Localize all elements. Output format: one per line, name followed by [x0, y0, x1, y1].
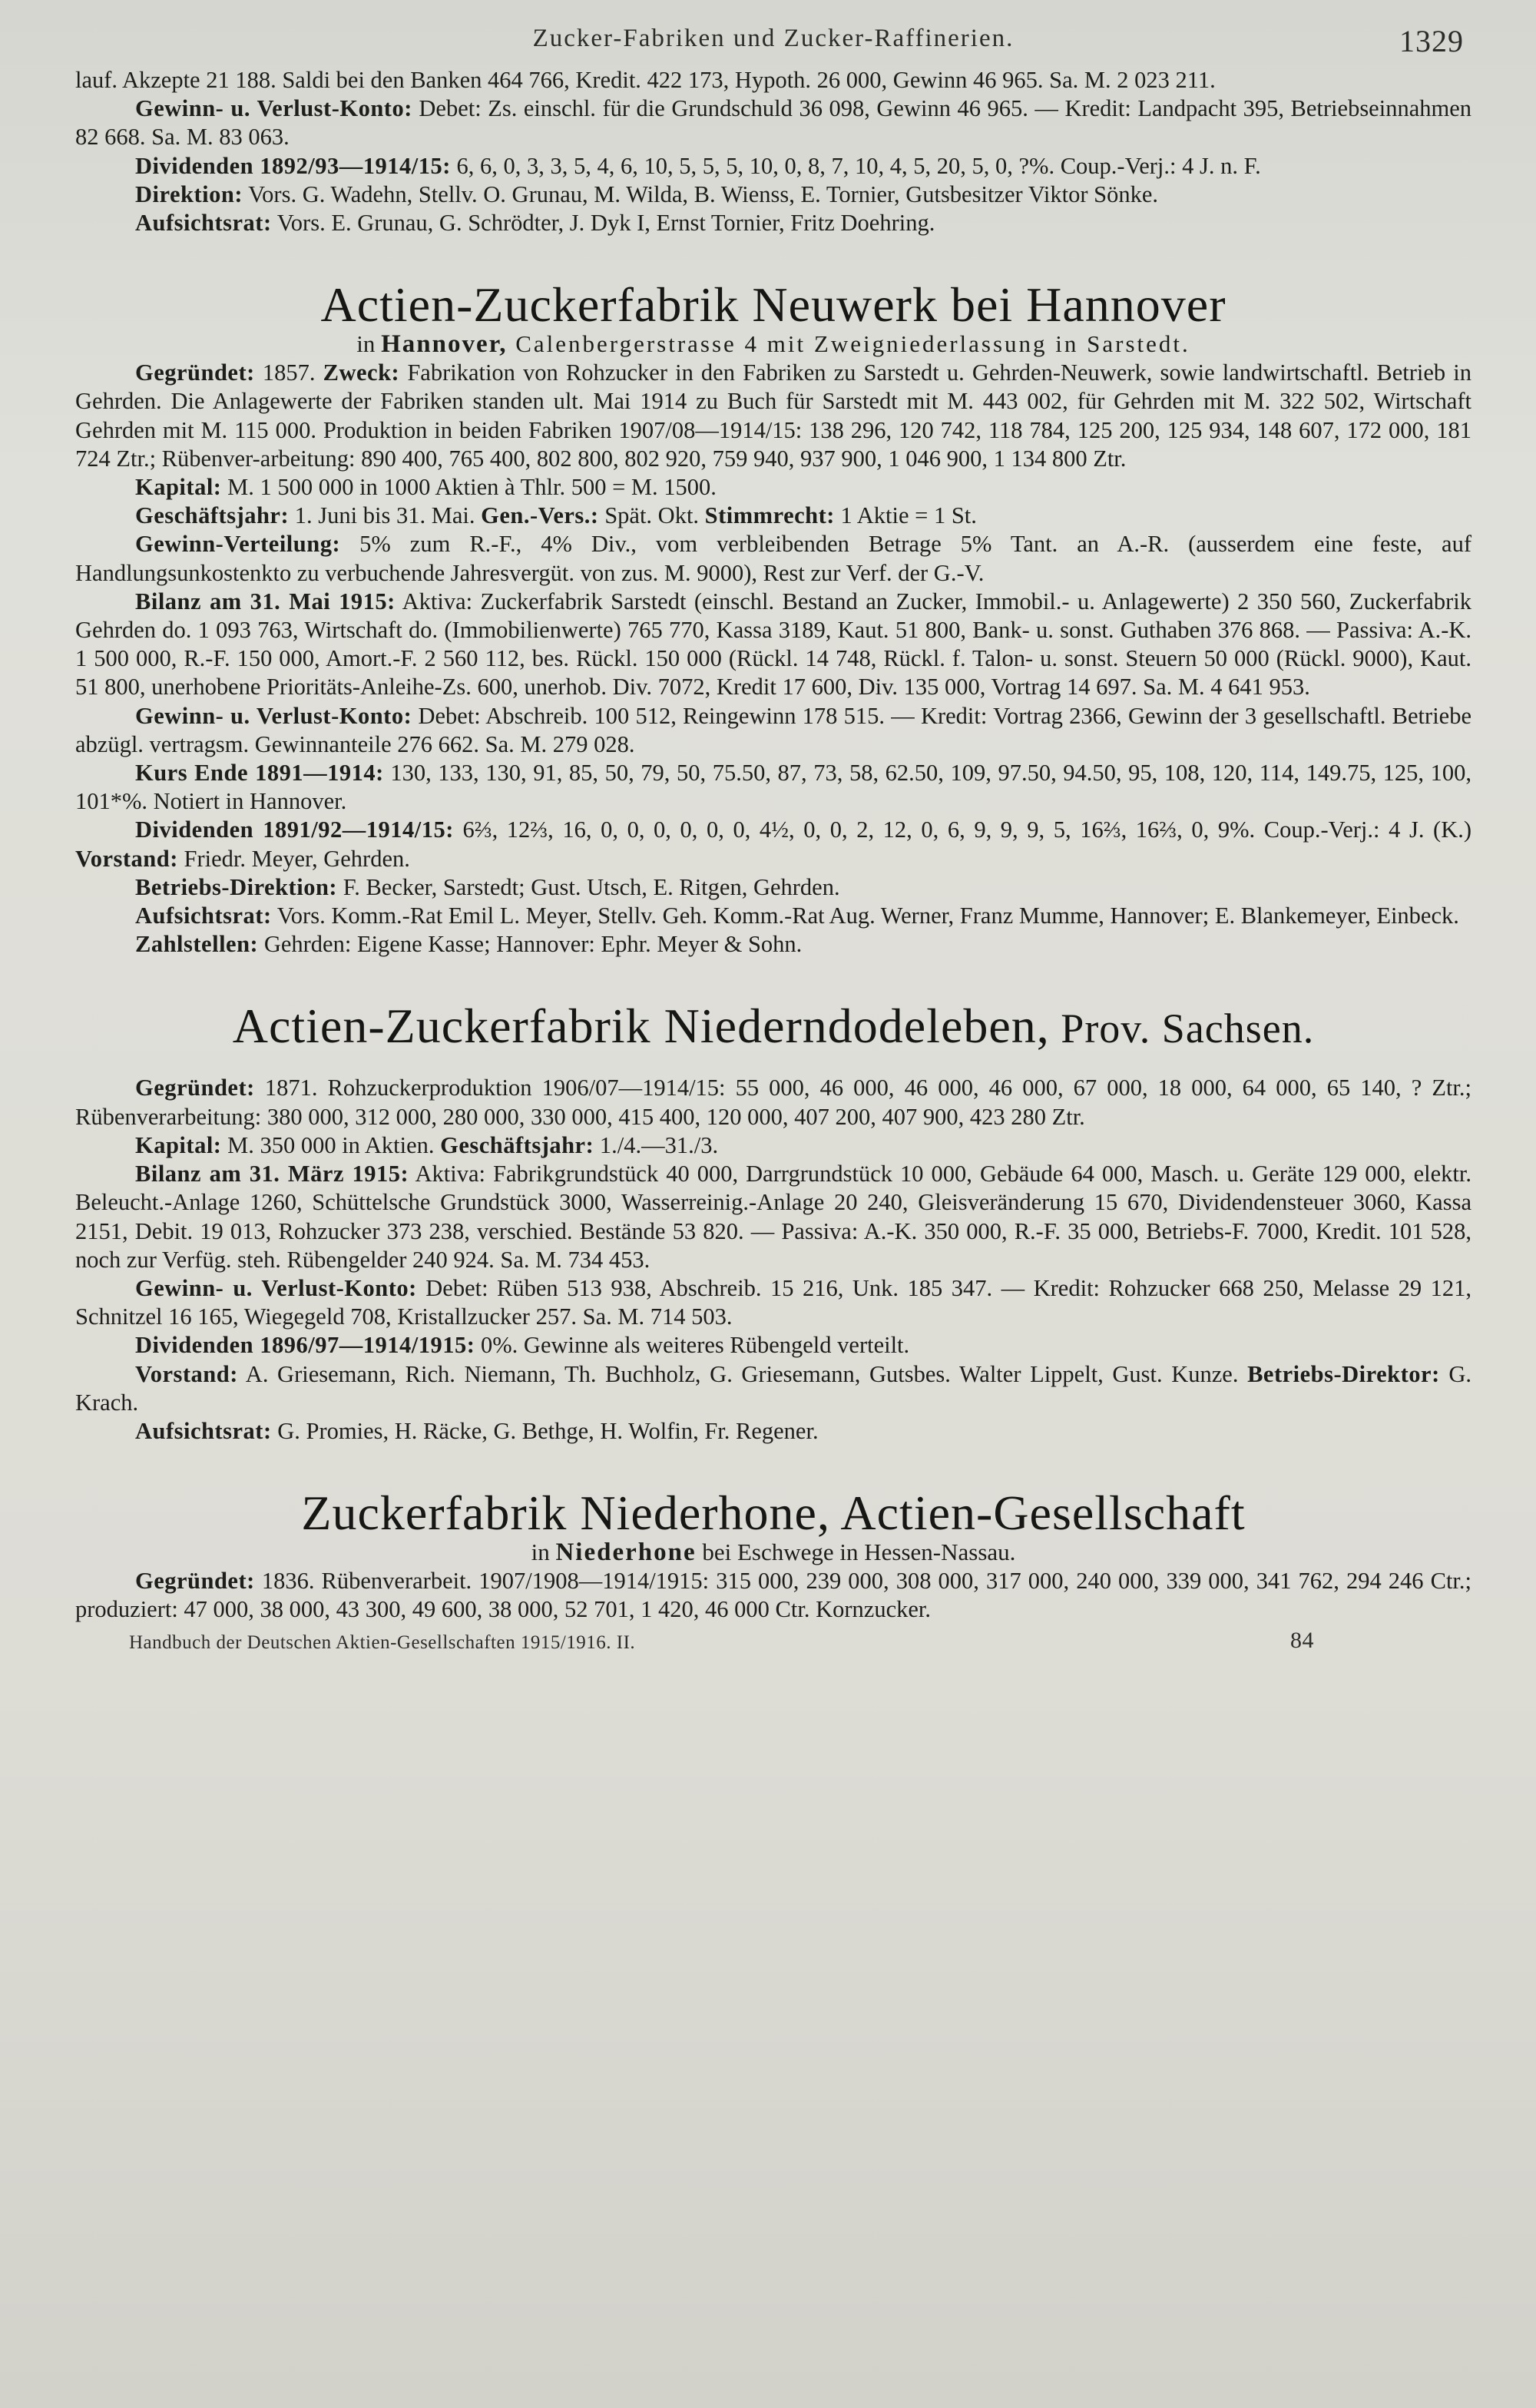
founding-purpose-paragraph: Gegründet: 1857. Zweck: Fabrikation von Rohzucker in den Fabriken zu Sarstedt u. Gehrden-Neuwerk, sowie landwirtschaftl. Betrieb in Gehrden. Die Anlagewerte der Fabriken standen ult. Mai 1914 zu Buch für Sarstedt mit M. 443 002, für Gehrden mit M. 322 502, Wirtschaft Gehrden mit M. 115 000. Produktion in beiden Fabriken 1907/08—1914/15: 138 296, 120 742, 118 784, 125 200, 125 934, 148 607, 172 000, 181 724 Ztr.; Rübenver-arbeitung: 890 400, 765 400, 802 800, 802 920, 759 940, 937 900, 1 046 900, 1 134 800 Ztr.: [75, 359, 1472, 472]
profit-loss-paragraph: Gewinn- u. Verlust-Konto: Debet: Zs. einschl. für die Grundschuld 36 098, Gewinn 46 965. — Kredit: Landpacht 395, Betriebseinnahmen 82 668. Sa. M. 83 063.: [75, 95, 1471, 151]
footer-publication: Handbuch der Deutschen Aktien-Gesellschaften 1915/1916. II.: [129, 1631, 636, 1653]
balance-continuation: lauf. Akzepte 21 188. Saldi bei den Banken 464 766, Kredit. 422 173, Hypoth. 26 000, Gewinn 46 965. Sa. M. 2 023 211.: [75, 67, 1216, 93]
entry-niederndodeleben: [75, 999, 1472, 1446]
supervisory-board-paragraph: Aufsichtsrat: G. Promies, H. Räcke, G. Bethge, H. Wolfin, Fr. Regener.: [135, 1417, 819, 1444]
share-price-paragraph: Kurs Ende 1891—1914: 130, 133, 130, 91, 85, 50, 79, 50, 75.50, 87, 73, 58, 62.50, 109, 97.50, 94.50, 95, 108, 120, 114, 149.75, 125, 100, 101*%. Notiert in Hannover.: [75, 760, 1471, 815]
company-heading: Zuckerfabrik Niederhone, Actien-Gesellschaft: [301, 1486, 1246, 1541]
profit-loss-paragraph: Gewinn- u. Verlust-Konto: Debet: Abschreib. 100 512, Reingewinn 178 515. — Kredit: Vortrag 2366, Gewinn der 3 gesellschaftl. Betriebe abzügl. vertragsm. Gewinnanteile 276 662. Sa. M. 279 028.: [75, 702, 1471, 757]
company-heading: Actien-Zuckerfabrik Niederndodeleben, Prov. Sachsen.: [232, 999, 1315, 1054]
founding-paragraph: Gegründet: 1836. Rübenverarbeit. 1907/1908—1914/1915: 315 000, 239 000, 308 000, 317 000, 240 000, 339 000, 341 762, 294 246 Ctr.; produziert: 47 000, 38 000, 43 300, 49 600, 38 000, 52 701, 1 420, 46 000 Ctr. Kornzucker.: [75, 1568, 1471, 1623]
balance-sheet-paragraph: Bilanz am 31. Mai 1915: Aktiva: Zuckerfabrik Sarstedt (einschl. Bestand an Zucker, Immobil.- u. Anlagewerte) 2 350 560, Zuckerfabrik Gehrden do. 1 093 763, Wirtschaft do. (Immobilienwerte) 765 770, Kassa 3189, Kaut. 51 800, Bank- u. sonst. Guthaben 376 868. — Passiva: A.-K. 1 500 000, R.-F. 150 000, Amort.-F. 2 560 112, bes. Rückl. 150 000 (Rückl. 14 748, Rückl. f. Talon- u. sonst. Steuern 50 000 (Rückl. 9000), Kaut. 51 800, unerhobene Prioritäts-Anleihe-Zs. 600, unerhob. Div. 7072, Kredit 17 600, Div. 135 000, Vortrag 14 697. Sa. M. 4 641 953.: [75, 588, 1471, 701]
running-head-title: Zucker-Fabriken und Zucker-Raffinerien.: [532, 25, 1015, 52]
supervisory-board-paragraph: Aufsichtsrat: Vors. Komm.-Rat Emil L. Meyer, Stellv. Geh. Komm.-Rat Aug. Werner, Franz Mumme, Hannover; E. Blankemeyer, Einbeck.: [135, 903, 1459, 929]
capital-paragraph: Kapital: M. 1 500 000 in 1000 Aktien à Thlr. 500 = M. 1500.: [135, 474, 717, 501]
company-location: in Hannover, Calenbergerstrasse 4 mit Zweigniederlassung in Sarstedt.: [356, 330, 1190, 359]
capital-paragraph: Kapital: M. 350 000 in Aktien. Geschäftsjahr: 1./4.—31./3.: [135, 1131, 719, 1158]
company-heading: Actien-Zuckerfabrik Neuwerk bei Hannover: [320, 277, 1226, 333]
footer-signature-mark: 84: [1290, 1627, 1314, 1653]
balance-sheet-paragraph: Bilanz am 31. März 1915: Aktiva: Fabrikgrundstück 40 000, Darrgrundstück 10 000, Gebäude 64 000, Masch. u. Geräte 129 000, elektr. Beleucht.-Anlage 1260, Schüttelsche Grundstück 3000, Wasserreinig.-Anlage 20 240, Gleisveränderung 15 670, Dividendensteuer 3060, Kassa 2151, Debit. 19 013, Rohzucker 373 238, verschied. Bestände 53 820. — Passiva: A.-K. 350 000, R.-F. 35 000, Betriebs-F. 7000, Kredit. 101 528, noch zur Verfüg. steh. Rübengelder 240 924. Sa. M. 734 453.: [75, 1161, 1471, 1273]
paying-agents-paragraph: Zahlstellen: Gehrden: Eigene Kasse; Hannover: Ephr. Meyer & Sohn.: [135, 931, 803, 958]
management-paragraph: Vorstand: A. Griesemann, Rich. Niemann, Th. Buchholz, G. Griesemann, Gutsbes. Walter Lippelt, Gust. Kunze. Betriebs-Direktor: G. Krach.: [75, 1360, 1472, 1416]
profit-loss-paragraph: Gewinn- u. Verlust-Konto: Debet: Rüben 513 938, Abschreib. 15 216, Unk. 185 347. — Kredit: Rohzucker 668 250, Melasse 29 121, Schnitzel 16 165, Wiegegeld 708, Kristallzucker 257. Sa. M. 714 503.: [75, 1274, 1471, 1330]
page-footer: [75, 1625, 1471, 1668]
entry-neuwerk: [75, 277, 1472, 959]
profit-distribution-paragraph: Gewinn-Verteilung: 5% zum R.-F., 4% Div., vom verbleibenden Betrage 5% Tant. an A.-R. (ausserdem eine feste, auf Handlungsunkostenkto zu verbuchende Jahresvergüt. von zus. M. 9000), Rest zur Verf. der G.-V.: [75, 531, 1471, 586]
founding-paragraph: Gegründet: 1871. Rohzuckerproduktion 1906/07—1914/15: 55 000, 46 000, 46 000, 46 000, 67 000, 18 000, 64 000, 65 140, ? Ztr.; Rübenverarbeitung: 380 000, 312 000, 280 000, 330 000, 415 400, 120 000, 407 200, 407 900, 423 280 Ztr.: [75, 1075, 1471, 1130]
dividends-paragraph: Dividenden 1891/92—1914/15: 6⅔, 12⅔, 16, 0, 0, 0, 0, 0, 0, 4½, 0, 0, 2, 12, 0, 6, 9, 9, 9, 5, 16⅔, 16⅔, 0, 9%. Coup.-Verj.: 4 J. (K.) Vorstand: Friedr. Meyer, Gehrden.: [75, 816, 1471, 872]
company-location: in Niederhone bei Eschwege in Hessen-Nassau.: [531, 1539, 1016, 1567]
running-head: [75, 18, 1471, 66]
page-number: 1329: [1399, 24, 1464, 58]
dividends-paragraph: Dividenden 1896/97—1914/1915: 0%. Gewinne als weiteres Rübengeld verteilt.: [135, 1332, 910, 1359]
fiscal-year-paragraph: Geschäftsjahr: 1. Juni bis 31. Mai. Gen.-Vers.: Spät. Okt. Stimmrecht: 1 Aktie = 1 St.: [135, 502, 977, 529]
entry-niederhone: [75, 1486, 1471, 1624]
dividends-paragraph: Dividenden 1892/93—1914/15: 6, 6, 0, 3, 3, 5, 4, 6, 10, 5, 5, 5, 10, 0, 8, 7, 10, 4, 5, 20, 5, 0, ?%. Coup.-Verj.: 4 J. n. F.: [135, 152, 1261, 179]
operations-management-paragraph: Betriebs-Direktion: F. Becker, Sarstedt; Gust. Utsch, E. Ritgen, Gehrden.: [135, 873, 840, 900]
previous-entry-continuation: [75, 66, 1471, 237]
board-paragraph: Direktion: Vors. G. Wadehn, Stellv. O. Grunau, M. Wilda, B. Wienss, E. Tornier, Gutsbesitzer Viktor Sönke.: [135, 181, 1159, 207]
supervisory-board-paragraph: Aufsichtsrat: Vors. E. Grunau, G. Schrödter, J. Dyk I, Ernst Tornier, Fritz Doehring.: [135, 210, 935, 237]
